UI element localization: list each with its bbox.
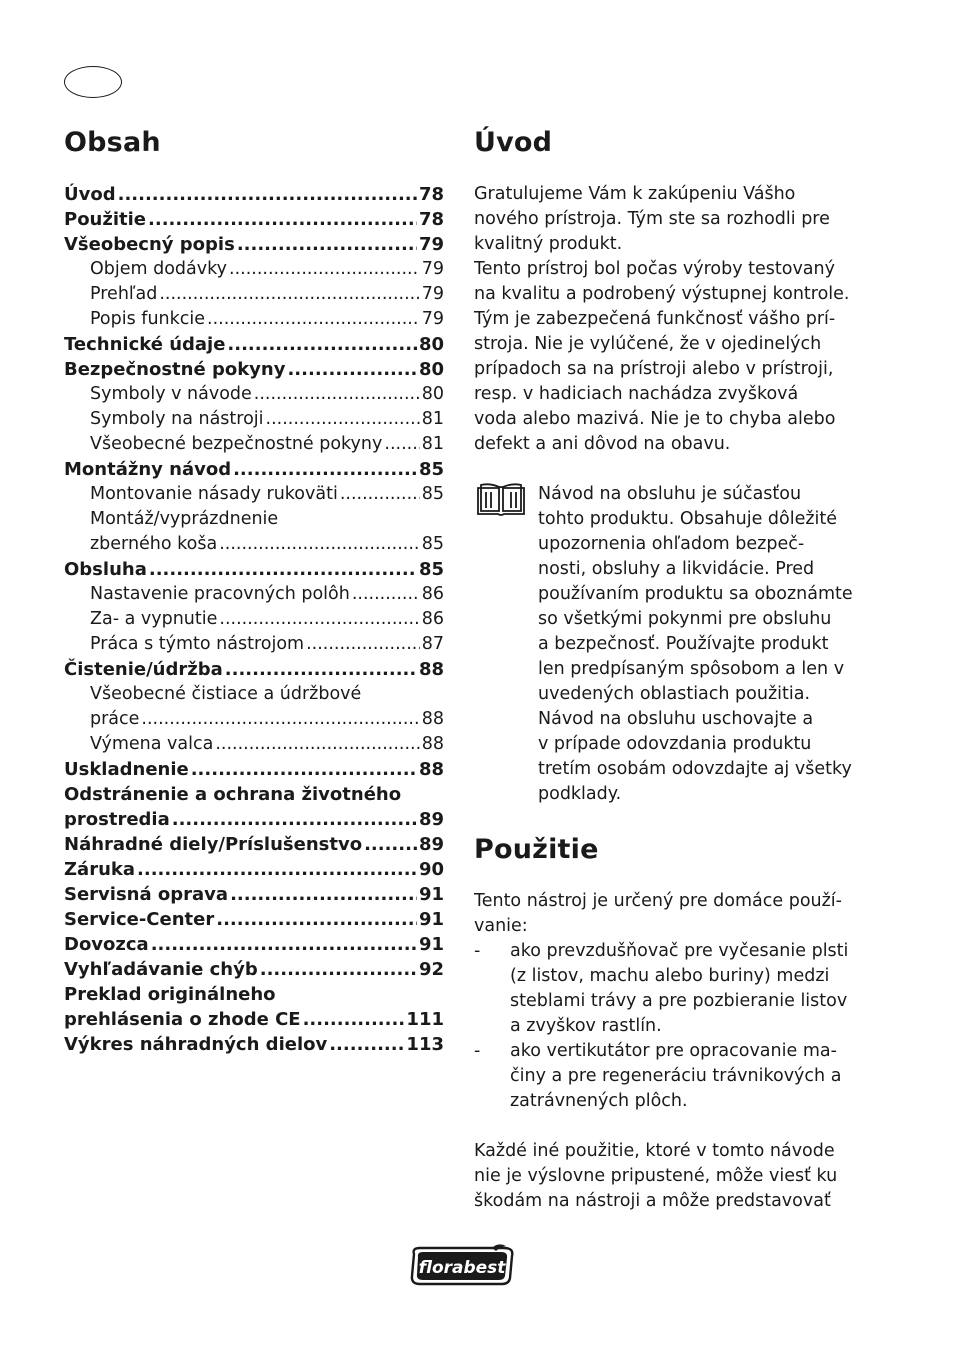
list-item-line: ako vertikutátor pre opracovanie ma- — [510, 1041, 837, 1061]
intro-line: na kvalitu a podrobený výstupnej kontrole. — [474, 284, 850, 304]
toc-entry-page: 88 — [418, 659, 444, 680]
list-item-line: (z listov, machu alebo buriny) medzi — [510, 966, 830, 986]
notice-line: v prípade odovzdania produktu — [538, 734, 812, 754]
toc-entry — [64, 307, 444, 332]
toc-entry-title: Výmena valca — [90, 734, 214, 754]
toc-entry-title: Za- a vypnutie — [90, 609, 218, 629]
bullet-dash: - — [474, 1041, 481, 1061]
toc-leader-dots — [191, 757, 417, 782]
toc-leader-dots — [149, 557, 417, 582]
notice-line: podklady. — [538, 784, 622, 804]
toc-entry-title: Symboly na nástroji — [90, 409, 264, 429]
toc-entry-title: Montáž/vyprázdnenie — [90, 509, 279, 529]
notice-line: Návod na obsluhu je súčasťou — [538, 484, 802, 504]
toc-entry-title: Odstránenie a ochrana životného — [64, 784, 402, 805]
toc-entry-page: 86 — [421, 584, 444, 604]
toc-entry — [64, 382, 444, 407]
toc-entry-page: 85 — [421, 484, 444, 504]
toc-leader-dots — [260, 957, 417, 982]
toc-leader-dots — [207, 307, 420, 332]
intro-line: nového prístroja. Tým ste sa rozhodli pre — [474, 209, 830, 229]
toc-entry — [64, 432, 444, 457]
toc-entry-title: Všeobecný popis — [64, 234, 235, 255]
toc-entry — [64, 682, 444, 707]
toc-leader-dots — [148, 207, 417, 232]
intro-text — [474, 182, 862, 457]
list-item-line: a zvyškov rastlín. — [510, 1016, 662, 1036]
toc-entry-page: 88 — [418, 759, 444, 780]
toc-entry-title: Montážny návod — [64, 459, 232, 480]
toc-leader-dots — [229, 257, 420, 282]
toc-entry-title: Úvod — [64, 184, 116, 205]
list-item-line: zatrávnených plôch. — [510, 1091, 688, 1111]
toc-entry — [64, 782, 444, 807]
toc-entry-page: 89 — [418, 809, 444, 830]
toc-entry-title: Nastavenie pracovných polôh — [90, 584, 350, 604]
toc-leader-dots — [364, 832, 417, 857]
intro-line: stroja. Nie je vylúčené, že v ojedinelých — [474, 334, 822, 354]
toc-entry-page: 111 — [406, 1009, 444, 1030]
toc-heading: Obsah — [64, 127, 161, 158]
toc-leader-dots — [266, 407, 420, 432]
toc-entry-page: 85 — [418, 459, 444, 480]
toc-entry-page: 85 — [421, 534, 444, 554]
toc-entry-title: Bezpečnostné pokyny — [64, 359, 286, 380]
notice-line: upozornenia ohľadom bezpeč- — [538, 534, 805, 554]
toc-leader-dots — [151, 932, 417, 957]
toc-leader-dots — [352, 582, 420, 607]
toc-entry-title: Čistenie/údržba — [64, 659, 223, 680]
toc-entry-title: Použitie — [64, 209, 147, 230]
toc-entry-page: 79 — [421, 284, 444, 304]
toc-entry — [64, 907, 444, 932]
usage-intro-line: vanie: — [474, 916, 528, 936]
toc-entry-title: Uskladnenie — [64, 759, 189, 780]
toc-entry-title: Technické údaje — [64, 334, 226, 355]
toc-entry-title: Všeobecné čistiace a údržbové — [90, 684, 362, 704]
intro-line: voda alebo mazivá. Nie je to chyba alebo — [474, 409, 836, 429]
toc-entry — [64, 282, 444, 307]
intro-line: Gratulujeme Vám k zakúpeniu Vášho — [474, 184, 796, 204]
toc-entry-page: 78 — [418, 184, 444, 205]
toc-entry — [64, 632, 444, 657]
toc-leader-dots — [216, 907, 417, 932]
toc-entry-title: Montovanie násady rukoväti — [90, 484, 338, 504]
usage-closing-line: nie je výslovne pripustené, môže viesť ku — [474, 1166, 838, 1186]
notice-text — [538, 482, 862, 807]
list-item-line: ako prevzdušňovač pre vyčesanie plsti — [510, 941, 849, 961]
toc-entry — [64, 707, 444, 732]
toc-entry — [64, 657, 444, 682]
usage-heading: Použitie — [474, 834, 599, 865]
toc-leader-dots — [303, 1007, 405, 1032]
list-item — [474, 1039, 862, 1114]
toc-entry — [64, 182, 444, 207]
intro-line: prípadoch sa na prístroji alebo v prístroji, — [474, 359, 834, 379]
toc-entry-page: 87 — [421, 634, 444, 654]
toc-leader-dots — [118, 182, 417, 207]
toc-entry — [64, 207, 444, 232]
toc-leader-dots — [384, 432, 419, 457]
toc-entry — [64, 807, 444, 832]
toc-entry-title: Výkres náhradných dielov — [64, 1034, 328, 1055]
toc-entry-page: 86 — [421, 609, 444, 629]
toc-entry — [64, 457, 444, 482]
book-icon — [474, 482, 528, 522]
language-marker-oval — [64, 66, 122, 98]
toc-leader-dots — [230, 882, 417, 907]
toc-entry-title: Všeobecné bezpečnostné pokyny — [90, 434, 383, 454]
toc-list — [64, 182, 444, 1057]
toc-entry — [64, 557, 444, 582]
toc-entry — [64, 407, 444, 432]
toc-entry-title: zberného koša — [90, 534, 218, 554]
toc-entry — [64, 757, 444, 782]
usage-intro — [474, 889, 862, 939]
toc-entry-title: Popis funkcie — [90, 309, 206, 329]
toc-entry — [64, 482, 444, 507]
content-column — [474, 124, 862, 1214]
toc-leader-dots — [287, 357, 416, 382]
toc-entry — [64, 232, 444, 257]
toc-entry — [64, 507, 444, 532]
toc-entry-page: 85 — [418, 559, 444, 580]
intro-line: Tým je zabezpečená funkčnosť vášho prí- — [474, 309, 836, 329]
toc-entry-page: 80 — [418, 334, 444, 355]
florabest-logo — [406, 1244, 518, 1288]
toc-entry-page: 79 — [421, 259, 444, 279]
toc-entry-title: Preklad originálneho — [64, 984, 276, 1005]
svg-text:florabest: florabest — [418, 1258, 506, 1278]
toc-leader-dots — [215, 732, 419, 757]
toc-leader-dots — [159, 282, 419, 307]
bullet-dash: - — [474, 941, 481, 961]
toc-entry — [64, 582, 444, 607]
toc-entry — [64, 882, 444, 907]
intro-line: Tento prístroj bol počas výroby testovaný — [474, 259, 835, 279]
toc-leader-dots — [306, 632, 420, 657]
usage-list — [474, 939, 862, 1114]
toc-entry-page: 88 — [421, 734, 444, 754]
toc-leader-dots — [227, 332, 417, 357]
toc-entry-page: 91 — [418, 909, 444, 930]
toc-entry-title: Service-Center — [64, 909, 215, 930]
intro-line: kvalitný produkt. — [474, 234, 623, 254]
toc-entry-title: Práca s týmto nástrojom — [90, 634, 305, 654]
toc-entry-page: 79 — [421, 309, 444, 329]
toc-entry-title: Vyhľadávanie chýb — [64, 959, 258, 980]
toc-entry-page: 90 — [418, 859, 444, 880]
notice-line: tohto produktu. Obsahuje dôležité — [538, 509, 838, 529]
toc-entry — [64, 1032, 444, 1057]
toc-entry — [64, 932, 444, 957]
list-item-line: činy a pre regeneráciu trávnikových a — [510, 1066, 842, 1086]
toc-entry-title: Objem dodávky — [90, 259, 227, 279]
toc-column — [64, 124, 444, 1057]
toc-entry-page: 88 — [421, 709, 444, 729]
toc-entry — [64, 332, 444, 357]
intro-heading: Úvod — [474, 127, 553, 158]
toc-entry — [64, 257, 444, 282]
list-item — [474, 939, 862, 1039]
toc-entry-title: Náhradné diely/Príslušenstvo — [64, 834, 363, 855]
usage-intro-line: Tento nástroj je určený pre domáce použí- — [474, 891, 842, 911]
toc-entry — [64, 957, 444, 982]
toc-entry — [64, 832, 444, 857]
toc-entry-page: 89 — [418, 834, 444, 855]
notice-line: so všetkými pokynmi pre obsluhu — [538, 609, 832, 629]
toc-entry-page: 113 — [406, 1034, 444, 1055]
usage-closing-line: škodám na nástroji a môže predstavovať — [474, 1191, 831, 1211]
notice-line: nosti, obsluhy a likvidácie. Pred — [538, 559, 815, 579]
toc-leader-dots — [137, 857, 417, 882]
notice-line: používaním produktu sa oboznámte — [538, 584, 853, 604]
notice-line: Návod na obsluhu uschovajte a — [538, 709, 814, 729]
intro-line: resp. v hadiciach nachádza zvyšková — [474, 384, 799, 404]
toc-entry-title: prehlásenia o zhode CE — [64, 1009, 301, 1030]
toc-entry — [64, 357, 444, 382]
toc-entry-page: 91 — [418, 934, 444, 955]
toc-entry-title: Symboly v návode — [90, 384, 252, 404]
toc-entry-page: 79 — [418, 234, 444, 255]
toc-entry — [64, 532, 444, 557]
toc-leader-dots — [141, 707, 419, 732]
notice-line: a bezpečnosť. Používajte produkt — [538, 634, 829, 654]
toc-entry-title: práce — [90, 709, 140, 729]
toc-entry-page: 78 — [418, 209, 444, 230]
toc-leader-dots — [329, 1032, 404, 1057]
toc-leader-dots — [219, 532, 419, 557]
toc-leader-dots — [225, 657, 417, 682]
manual-notice — [474, 482, 862, 807]
toc-entry — [64, 1007, 444, 1032]
toc-entry-page: 80 — [421, 384, 444, 404]
notice-line: uvedených oblastiach použitia. — [538, 684, 811, 704]
toc-entry-title: Dovozca — [64, 934, 149, 955]
toc-entry — [64, 857, 444, 882]
toc-entry-title: Prehľad — [90, 284, 158, 304]
toc-leader-dots — [233, 457, 417, 482]
toc-entry-page: 92 — [418, 959, 444, 980]
toc-entry-page: 80 — [418, 359, 444, 380]
toc-entry-page: 81 — [421, 434, 444, 454]
toc-leader-dots — [254, 382, 420, 407]
toc-entry — [64, 982, 444, 1007]
list-item-line: steblami trávy a pre pozbieranie listov — [510, 991, 848, 1011]
toc-leader-dots — [237, 232, 417, 257]
notice-line: len predpísaným spôsobom a len v — [538, 659, 845, 679]
usage-closing-line: Každé iné použitie, ktoré v tomto návode — [474, 1141, 835, 1161]
toc-entry — [64, 607, 444, 632]
intro-line: defekt a ani dôvod na obavu. — [474, 434, 731, 454]
toc-entry-title: prostredia — [64, 809, 170, 830]
toc-entry-title: Obsluha — [64, 559, 147, 580]
usage-closing — [474, 1139, 862, 1214]
toc-leader-dots — [219, 607, 419, 632]
toc-entry-page: 81 — [421, 409, 444, 429]
toc-entry-title: Záruka — [64, 859, 136, 880]
toc-entry-title: Servisná oprava — [64, 884, 229, 905]
toc-leader-dots — [172, 807, 417, 832]
notice-line: tretím osobám odovzdajte aj všetky — [538, 759, 852, 779]
toc-entry — [64, 732, 444, 757]
toc-leader-dots — [340, 482, 420, 507]
toc-entry-page: 91 — [418, 884, 444, 905]
